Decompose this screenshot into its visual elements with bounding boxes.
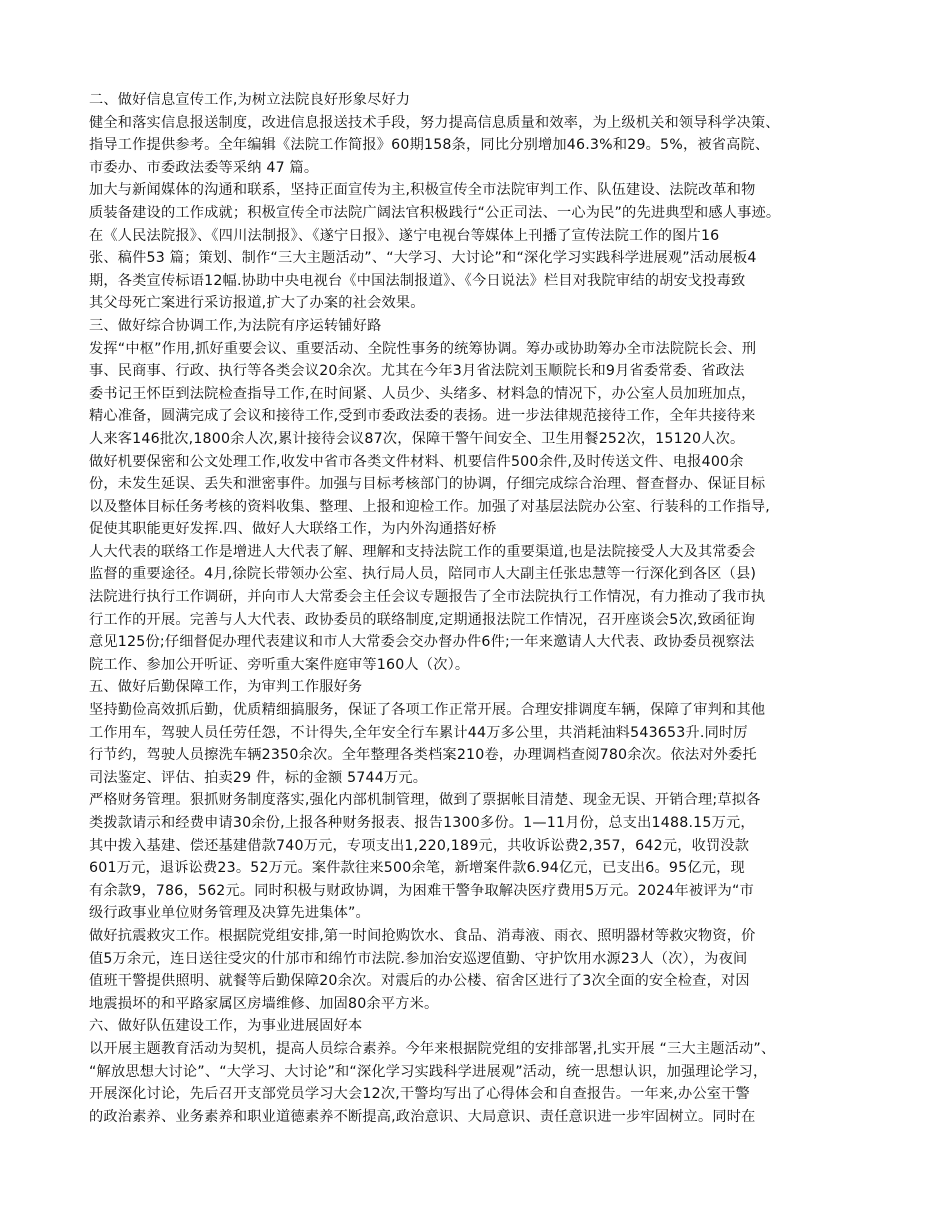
text-line: 工作用车，驾驶人员任劳任怨，不计得失,全年安全行车累计44万多公里，共消耗油料543653升.同时厉: [89, 724, 748, 741]
text-line: 加大与新闻媒体的沟通和联系，坚持正面宣传为主,积极宣传全市法院审判工作、队伍建设、法院改革和物: [89, 182, 756, 199]
text-line: 指导工作提供参考。全年编辑《法院工作简报》60期158条，同比分别增加46.3%和29。5%，被省高院、: [89, 137, 770, 154]
text-line: 监督的重要途径。4月,徐院长带领办公室、执行局人员，陪同市人大副主任张忠慧等一行深化到各区（县): [89, 566, 757, 583]
text-line: 以及整体目标任务考核的资料收集、整理、上报和迎检工作。加强了对基层法院办公室、行装科的工作指导,: [89, 498, 770, 515]
text-line: 事、民商事、行政、执行等各类会议20余次。尤其在今年3月省法院刘玉顺院长和9月省委常委、省政法: [89, 363, 745, 380]
text-line: 做好机要保密和公文处理工作,收发中省市各类文件材料、机要信件500余件,及时传送文件、电报400余: [89, 453, 744, 470]
text-line: 发挥“中枢”作用,抓好重要会议、重要活动、全院性事务的统筹协调。筹办或协助筹办全市法院院长会、刑: [89, 340, 757, 357]
text-line: 坚持勤俭高效抓后勤，优质精细搞服务，保证了各项工作正常开展。合理安排调度车辆，保障了审判和其他: [89, 702, 766, 719]
text-line: 级行政事业单位财务管理及决算先进集体”。: [89, 905, 370, 922]
text-line: 质装备建设的工作成就；积极宣传全市法院广阔法官积极践行“公正司法、一心为民”的先进典型和感人事迹。: [89, 204, 781, 221]
text-line: “解放思想大讨论”、“大学习、大讨论”和“深化学习实践科学进展观”活动，统一思想认识，加强理论学习，: [89, 1063, 768, 1080]
text-line: 601万元，退诉讼费23。52万元。案件款往来500余笔，新增案件款6.94亿元，已支出6。95亿元，现: [89, 860, 745, 877]
text-line: 值5万余元，连日送往受灾的什邡市和绵竹市法院.参加治安巡逻值勤、守护饮用水源23人（次），为夜间: [89, 950, 748, 967]
text-line: 行工作的开展。完善与人大代表、政协委员的联络制度,定期通报法院工作情况，召开座谈会5次,致函征询: [89, 611, 756, 628]
text-line: 促使其职能更好发挥.四、做好人大联络工作，为内外沟通搭好桥: [89, 521, 497, 538]
text-line: 值班干警提供照明、就餐等后勤保障20余次。对震后的办公楼、宿舍区进行了3次全面的安全检查，对因: [89, 973, 750, 990]
text-line: 张、稿件53 篇；策划、制作“三大主题活动”、“大学习、大讨论”和“深化学习实践科学进展观”活动展板4: [89, 250, 757, 267]
text-line: 其中拨入基建、偿还基建借款740万元，专项支出1,220,189元，共收诉讼费2,357，642元，收罚没款: [89, 837, 750, 854]
text-line: 以开展主题教育活动为契机，提高人员综合素养。今年来根据院党组的安排部署,扎实开展 “三大主题活动”、: [89, 1040, 776, 1057]
text-line: 有余款9，786，562元。同时积极与财政协调，为困难干警争取解决医疗费用5万元。2024年被评为“市: [89, 882, 754, 899]
text-line: 三、做好综合协调工作,为法院有序运转铺好路: [89, 317, 382, 334]
text-line: 精心准备，圆满完成了会议和接待工作,受到市委政法委的表扬。进一步法律规范接待工作，全年共接待来: [89, 408, 756, 425]
text-line: 开展深化讨论，先后召开支部党员学习大会12次,干警均写出了心得体会和自查报告。一年来,办公室干警: [89, 1086, 750, 1103]
text-line: 二、做好信息宣传工作,为树立法院良好形象尽好力: [89, 92, 411, 108]
text-line: 在《人民法院报》、《四川法制报》、《遂宁日报》、遂宁电视台等媒体上刊播了宣传法院工作的图片16: [89, 227, 720, 244]
text-line: 院工作、参加公开听证、旁听重大案件庭审等160人（次）。: [89, 656, 470, 673]
text-line: 做好抗震救灾工作。根据院党组安排,第一时间抢购饮水、食品、消毒液、雨衣、照明器材等救灾物资，价: [89, 927, 756, 944]
text-line: 的政治素养、业务素养和职业道德素养不断提高,政治意识、大局意识、责任意识进一步牢固树立。同时在: [89, 1108, 756, 1125]
text-line: 五、做好后勤保障工作，为审判工作服好务: [89, 679, 363, 696]
text-line: 六、做好队伍建设工作，为事业进展固好本: [89, 1018, 363, 1035]
text-line: 市委办、市委政法委等采纳 47 篇。: [89, 159, 319, 176]
text-line: 司法鉴定、评估、拍卖29 件，标的金额 5744万元。: [89, 769, 428, 786]
document-body: [89, 89, 864, 1128]
text-line: 人来客146批次,1800余人次,累计接待会议87次，保障干警午间安全、卫生用餐252次，15120人次。: [89, 430, 745, 447]
text-line: 严格财务管理。狠抓财务制度落实,强化内部机制管理，做到了票据帐目清楚、现金无误、开销合理;草拟各: [89, 792, 761, 809]
text-line: 地震损坏的和平路家属区房墙维修、加固80余平方米。: [89, 995, 439, 1012]
text-line: 行节约，驾驶人员擦洗车辆2350余次。全年整理各类档案210卷，办理调档查阅780余次。依法对外委托: [89, 747, 757, 764]
text-line: 意见125份;仔细督促办理代表建议和市人大常委会交办督办件6件;一年来邀请人大代表、政协委员视察法: [89, 634, 755, 651]
text-line: 类拨款请示和经费申请30余份,上报各种财务报表、报告1300多份。1—11月份，总支出1488.15万元，: [89, 815, 755, 831]
text-line: 人大代表的联络工作是增进人大代表了解、理解和支持法院工作的重要渠道,也是法院接受人大及其常委会: [89, 543, 756, 560]
text-line: 其父母死亡案进行采访报道,扩大了办案的社会效果。: [89, 295, 425, 312]
text-line: 法院进行执行工作调研，并向市人大常委会主任会议专题报告了全市法院执行工作情况，有力推动了我市执: [89, 589, 766, 606]
text-line: 份，未发生延误、丢失和泄密事件。加强与目标考核部门的协调，仔细完成综合治理、督查督办、保证目标: [89, 476, 766, 493]
text-line: 委书记王怀臣到法院检查指导工作,在时间紧、人员少、头绪多、材料急的情况下，办公室人员加班加点，: [89, 385, 756, 402]
text-line: 健全和落实信息报送制度，改进信息报送技术手段，努力提高信息质量和效率，为上级机关和领导科学决策、: [89, 114, 780, 131]
text-line: 期，各类宣传标语12幅.协助中央电视台《中国法制报道》、《今日说法》栏目对我院审结的胡安戈投毒致: [89, 272, 746, 289]
